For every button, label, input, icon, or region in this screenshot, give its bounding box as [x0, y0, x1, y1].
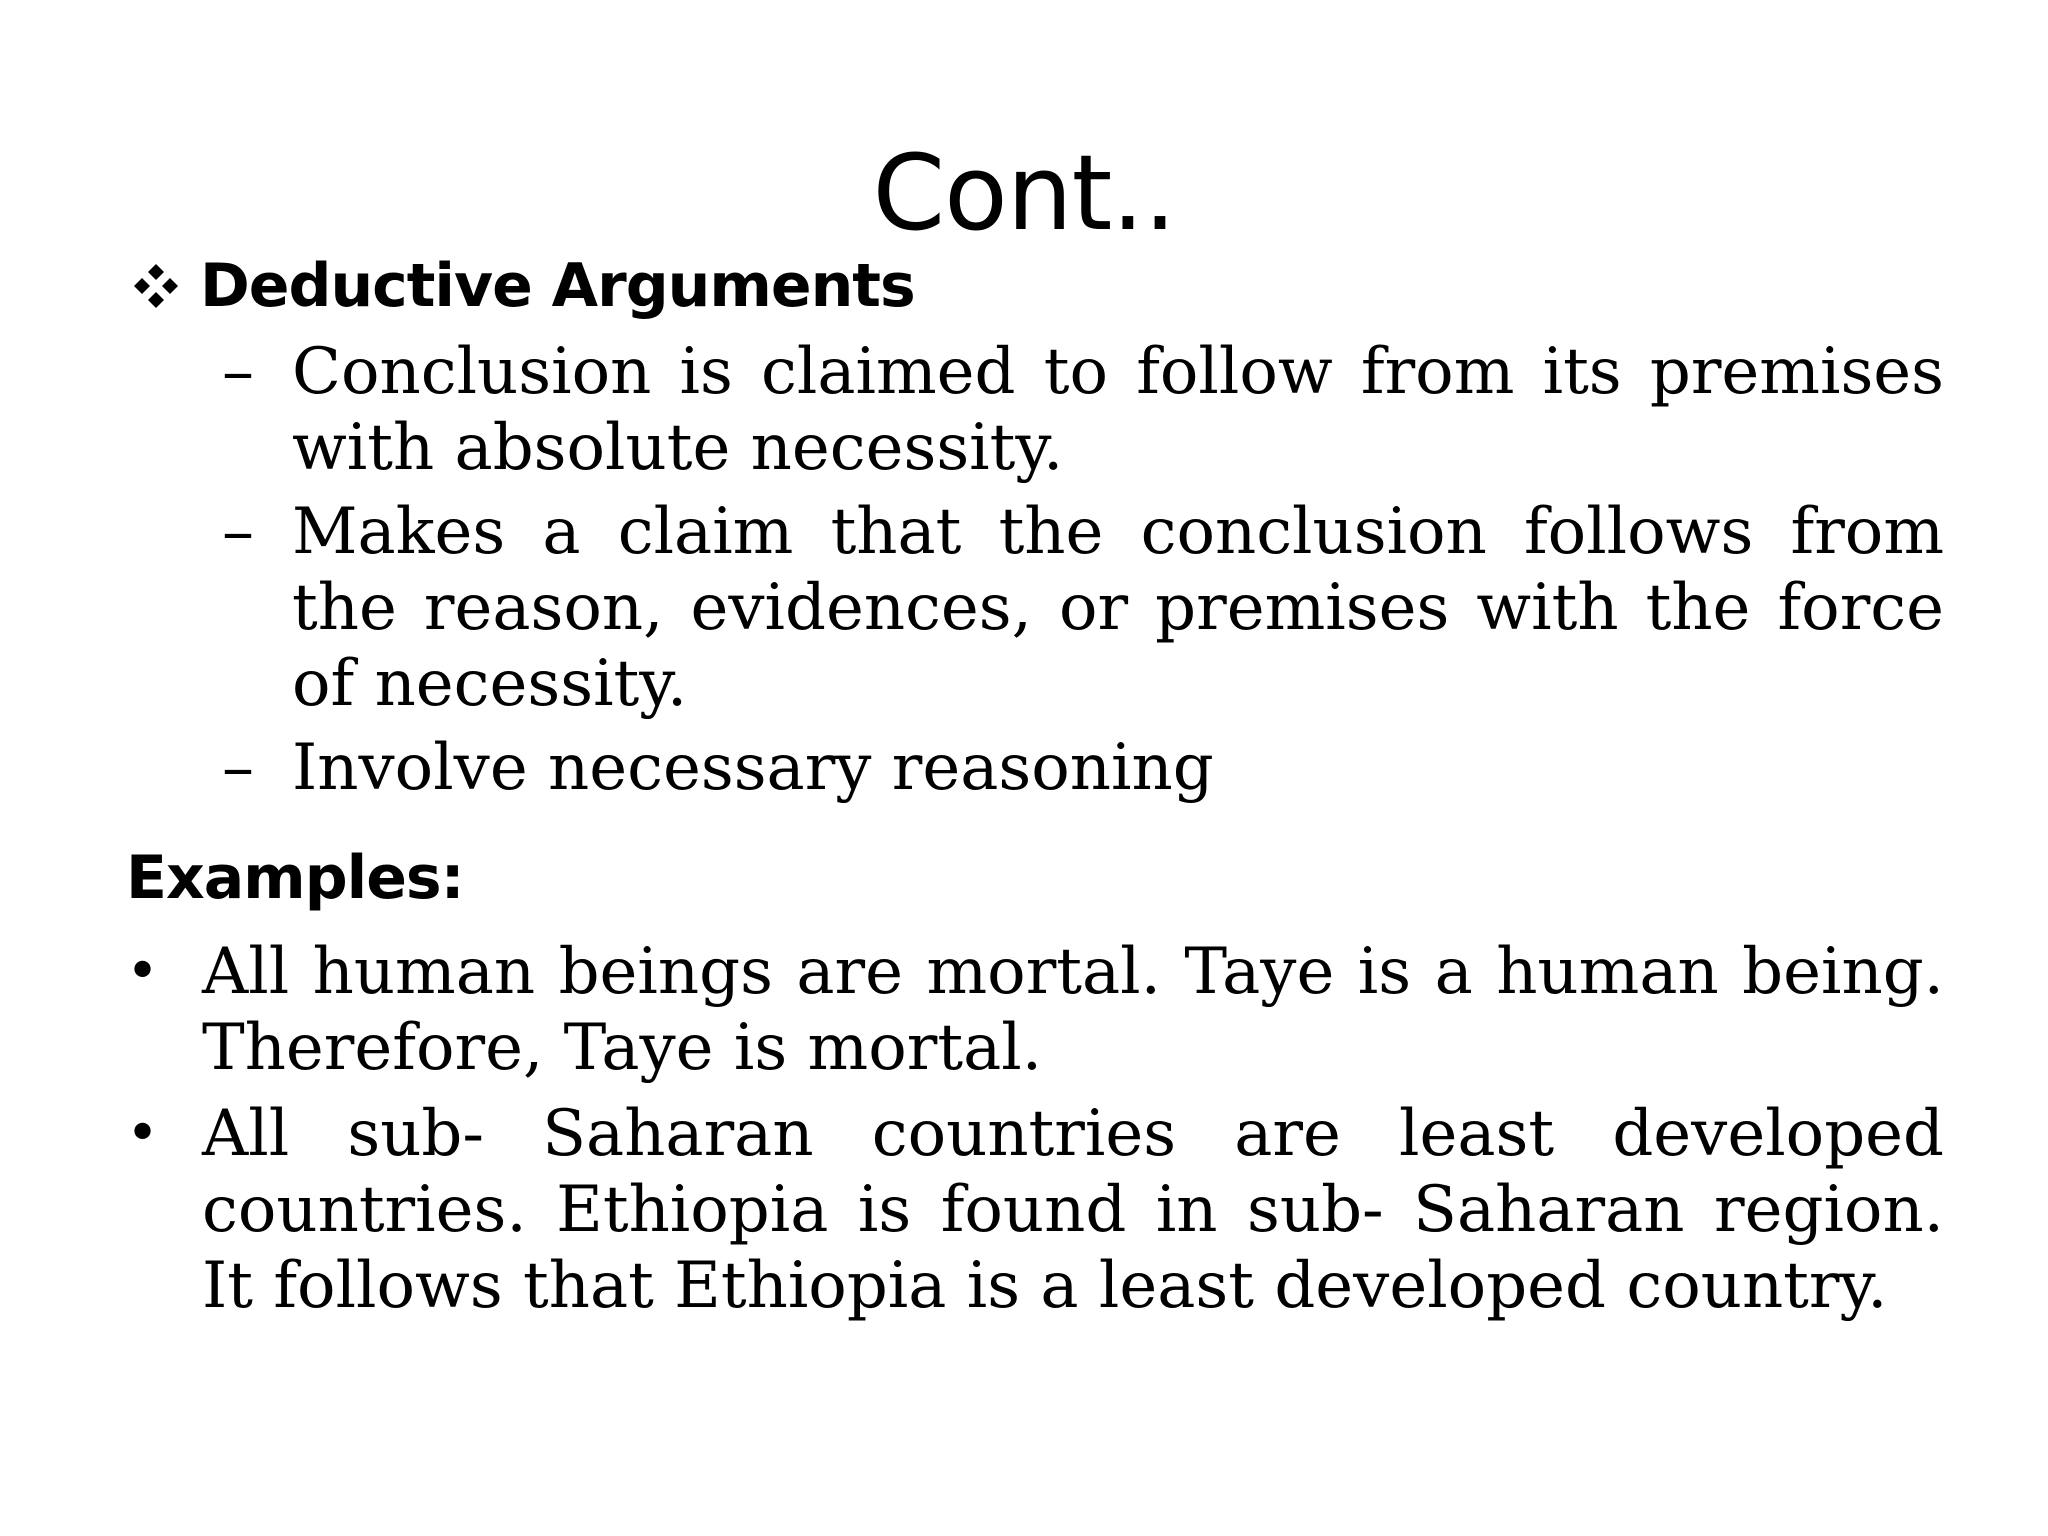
- dash-bullet: –: [222, 731, 254, 805]
- deductive-heading: [126, 244, 915, 328]
- example-text: All human beings are mortal. Taye is a human being. Therefore, Taye is mortal.: [202, 935, 1944, 1085]
- list-item-text: Conclusion is claimed to follow from its premises with absolute necessity.: [292, 335, 1944, 485]
- examples-list: [126, 934, 1944, 1334]
- example-text: All sub- Saharan countries are least developed countries. Ethiopia is found in sub- Saharan region. It follows that Ethiopia is a least developed country.: [202, 1097, 1944, 1323]
- list-item: [126, 1096, 1944, 1324]
- list-item: [222, 494, 1944, 722]
- four-diamond-bullet-icon: [126, 256, 186, 316]
- list-item-text: Makes a claim that the conclusion follows from the reason, evidences, or premises with the force of necessity.: [292, 495, 1944, 721]
- deductive-points-list: [222, 334, 1944, 814]
- examples-label: Examples:: [126, 843, 464, 913]
- list-item-text: Involve necessary reasoning: [292, 731, 1214, 805]
- list-item: [222, 334, 1944, 486]
- deductive-heading-text: Deductive Arguments: [200, 251, 915, 321]
- dash-bullet: –: [222, 495, 254, 569]
- slide-title: Cont..: [872, 132, 1176, 254]
- list-item: [126, 934, 1944, 1086]
- dash-bullet: –: [222, 335, 254, 409]
- bullet-icon: •: [126, 939, 160, 1004]
- list-item: [222, 730, 1944, 806]
- bullet-icon: •: [126, 1101, 160, 1166]
